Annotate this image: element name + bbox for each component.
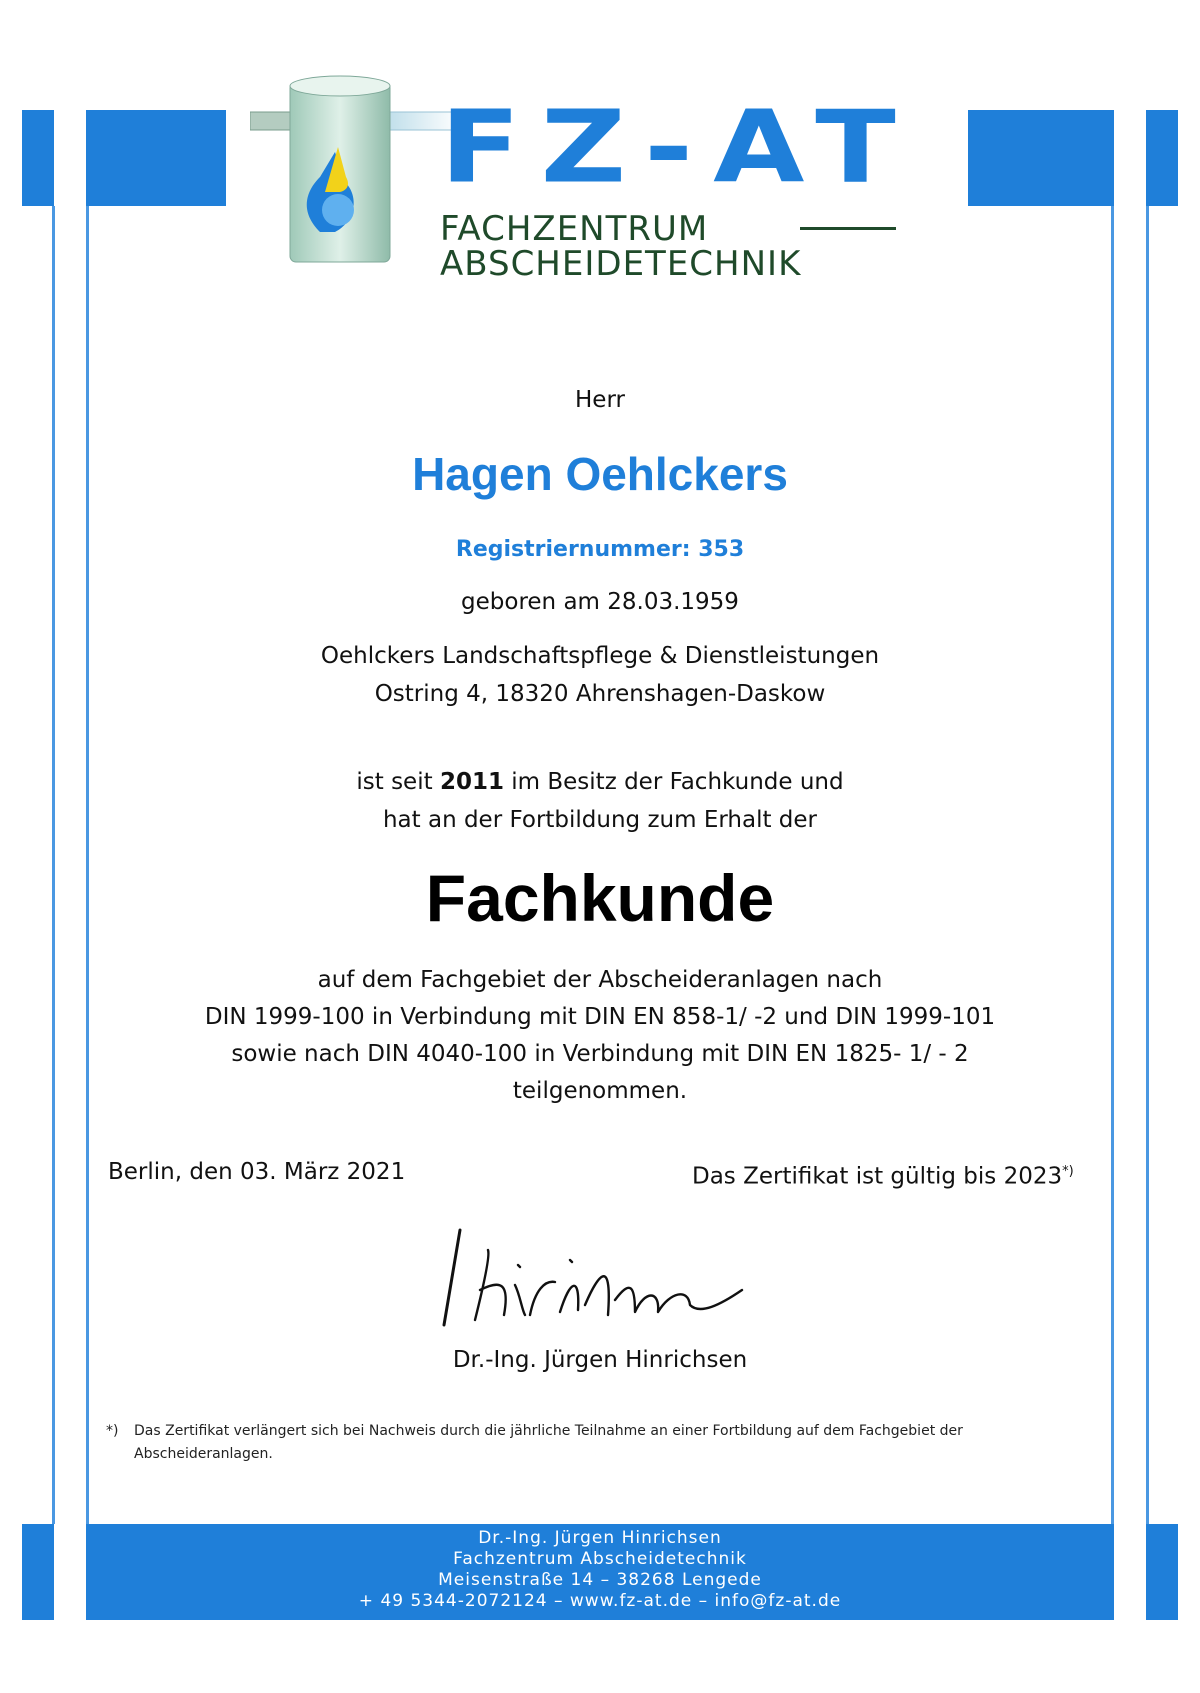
frame-bottom-right-block	[1146, 1524, 1178, 1620]
scope-line-4: teilgenommen.	[512, 1078, 688, 1104]
validity-text: Das Zertifikat ist gültig bis 2023	[692, 1163, 1063, 1190]
footer-line-name: Dr.-Ing. Jürgen Hinrichsen	[478, 1528, 722, 1548]
frame-top-left-block	[22, 110, 54, 206]
frame-bottom-left-block	[22, 1524, 54, 1620]
footnote-text: Das Zertifikat verlängert sich bei Nachweis durch die jährliche Teilnahme an einer Fortbildung auf dem Fachgebiet der Abscheideranlagen.	[134, 1423, 963, 1462]
frame-top-right-bar	[968, 110, 1114, 206]
signature	[430, 1220, 760, 1340]
intro-year: 2011	[439, 769, 504, 795]
frame-top-left-bar	[86, 110, 226, 206]
registration-number: Registriernummer: 353	[455, 537, 745, 562]
scope-line-1: auf dem Fachgebiet der Abscheideranlagen nach	[317, 967, 883, 993]
salutation: Herr	[575, 387, 625, 413]
scope-line-2: DIN 1999-100 in Verbindung mit DIN EN 858-1/ -2 und DIN 1999-101	[204, 1004, 996, 1030]
logo-rule	[800, 227, 896, 230]
logo-line-1: FACHZENTRUM	[440, 209, 709, 249]
logo-wordmark: FZ-AT	[440, 88, 916, 206]
footer-line-address: Meisenstraße 14 – 38268 Lengede	[438, 1570, 762, 1590]
birth-date: geboren am 28.03.1959	[461, 589, 739, 615]
company-name: Oehlckers Landschaftspflege & Dienstleistungen	[320, 643, 880, 669]
validity	[692, 1154, 1074, 1195]
headline: Fachkunde	[425, 861, 775, 935]
logo-line-2: ABSCHEIDETECHNIK	[440, 244, 802, 284]
place-date: Berlin, den 03. März 2021	[108, 1159, 406, 1185]
scope-line-3: sowie nach DIN 4040-100 in Verbindung mit DIN EN 1825- 1/ - 2	[231, 1041, 969, 1067]
footer-line-contact: + 49 5344-2072124 – www.fz-at.de – info@fz-at.de	[358, 1591, 842, 1611]
intro-pre: ist seit	[356, 769, 440, 795]
frame-top-right-block	[1146, 110, 1178, 206]
separator-tank-icon	[250, 72, 460, 272]
validity-mark: *)	[1062, 1164, 1074, 1179]
footnote	[106, 1420, 1056, 1466]
recipient-name: Hagen Oehlckers	[412, 448, 788, 500]
intro-line-2: hat an der Fortbildung zum Erhalt der	[382, 807, 818, 833]
footer-contact	[86, 1528, 1114, 1612]
signer-name: Dr.-Ing. Jürgen Hinrichsen	[452, 1347, 748, 1373]
intro-post: im Besitz der Fachkunde und	[503, 769, 844, 795]
footer-line-org: Fachzentrum Abscheidetechnik	[453, 1549, 747, 1569]
intro-line-1	[0, 764, 1200, 800]
company-address: Ostring 4, 18320 Ahrenshagen-Daskow	[374, 681, 826, 707]
footnote-mark: *)	[106, 1423, 119, 1439]
